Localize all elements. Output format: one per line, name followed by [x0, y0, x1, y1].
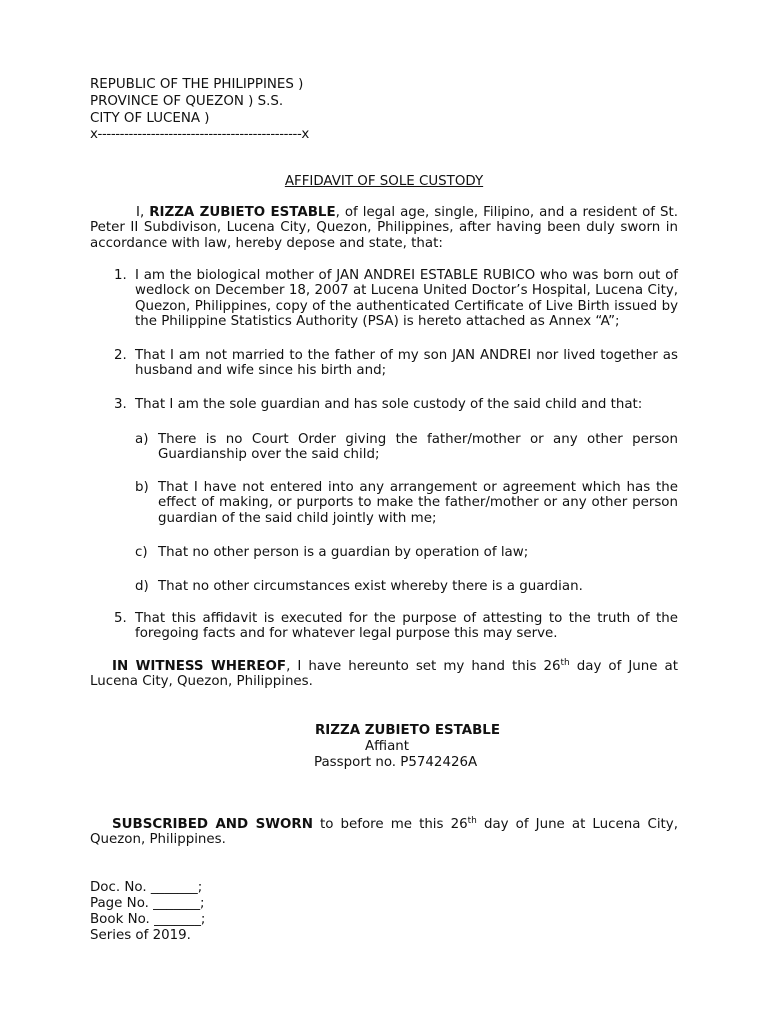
witness-heading: IN WITNESS WHEREOF [112, 659, 287, 674]
subitem-a-text: There is no Court Order giving the father/mother or any other person Guardianship over the said child; [158, 432, 678, 463]
header-venue-city: CITY OF LUCENA ) [90, 111, 210, 126]
subitem-c-text: That no other person is a guardian by operation of law; [158, 545, 529, 560]
intro-pre: I, [136, 205, 150, 220]
witness-pre: , I have hereunto set my hand this 26 [286, 659, 561, 674]
signature-role: Affiant [365, 739, 410, 754]
notary-series: Series of 2019. [90, 928, 191, 943]
signature-passport: Passport no. P5742426A [314, 755, 478, 770]
item-5-number: 5. [114, 611, 127, 626]
item-2-number: 2. [114, 348, 127, 363]
notary-book-no: Book No. _______; [90, 912, 206, 927]
witness-paragraph [90, 659, 678, 690]
item-3-number: 3. [114, 397, 127, 412]
subitem-d-text: That no other circumstances exist whereby there is a guardian. [158, 579, 583, 594]
intro-paragraph [90, 205, 678, 251]
notary-page-no: Page No. _______; [90, 896, 205, 911]
sworn-pre: to before me this 26 [312, 817, 468, 832]
subitem-b-letter: b) [135, 480, 149, 495]
subitem-b-text: That I have not entered into any arrangement or agreement which has the effect of making, or purports to make the father/mother or any other person guardian of the said child jointly with me; [158, 480, 678, 526]
document-title [0, 174, 768, 189]
item-1-number: 1. [114, 268, 127, 283]
header-venue-province: PROVINCE OF QUEZON ) S.S. [90, 94, 284, 109]
sworn-heading: SUBSCRIBED AND SWORN [112, 817, 313, 832]
notary-doc-no: Doc. No. _______; [90, 880, 203, 895]
witness-post: day of June at Lucena City, Quezon, Philippines. [90, 659, 678, 690]
item-2-text: That I am not married to the father of my son JAN ANDREI nor lived together as husband and wife since his birth and; [135, 348, 678, 379]
header-venue-republic: REPUBLIC OF THE PHILIPPINES ) [90, 77, 304, 92]
sworn-ordinal: th [467, 816, 477, 826]
item-5-text: That this affidavit is executed for the purpose of attesting to the truth of the foregoing facts and for whatever legal purpose this may serve. [135, 611, 678, 642]
subitem-a-letter: a) [135, 432, 149, 447]
affiant-name-inline: RIZZA ZUBIETO ESTABLE [149, 205, 336, 220]
item-1-text: I am the biological mother of JAN ANDREI ESTABLE RUBICO who was born out of wedlock on December 18, 2007 at Lucena United Doctor’s Hospital, Lucena City, Quezon, Philippines, copy of the authenticated Certificate of Live Birth issued by the Philippine Statistics Authority (PSA) is hereto attached as Annex “A”; [135, 268, 678, 330]
subitem-c-letter: c) [135, 545, 148, 560]
intro-post: , of legal age, single, Filipino, and a resident of St. Peter II Subdivison, Lucena City, Quezon, Philippines, after having been duly sworn in accordance with law, hereby depose and state, that: [90, 205, 678, 251]
sworn-paragraph [90, 817, 678, 848]
signature-name: RIZZA ZUBIETO ESTABLE [315, 723, 500, 738]
subitem-d-letter: d) [135, 579, 149, 594]
sworn-post: day of June at Lucena City, Quezon, Philippines. [90, 817, 678, 848]
header-separator: x----------------------------------------------x [90, 127, 309, 142]
witness-ordinal: th [560, 658, 570, 668]
item-3-text: That I am the sole guardian and has sole custody of the said child and that: [135, 397, 643, 412]
document-title-text: AFFIDAVIT OF SOLE CUSTODY [284, 174, 484, 189]
